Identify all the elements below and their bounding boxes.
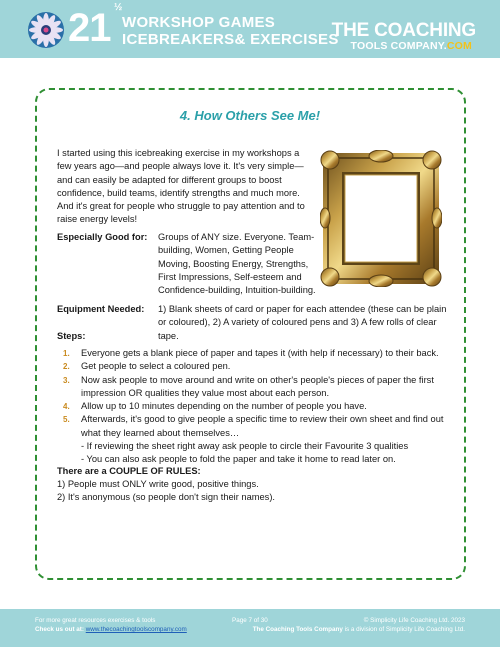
brand-name-top: THE COACHING	[331, 20, 476, 41]
step-subnote: - If reviewing the sheet right away ask people to circle their Favourite 3 qualities	[81, 441, 409, 452]
step-item	[57, 400, 449, 413]
website-link[interactable]: www.thecoachingtoolscompany.com	[85, 626, 187, 633]
footer-checkout-label: Check us out at:	[35, 626, 84, 633]
step-number: 4.	[63, 402, 70, 412]
step-number: 1.	[63, 349, 70, 358]
equipment-label: Equipment Needed:	[57, 304, 145, 314]
step-number: 5.	[63, 415, 70, 425]
footer-company-rest: is a division of Simplicity Life Coaching Ltd.	[344, 626, 465, 633]
header-fraction: ½	[114, 2, 123, 13]
step-item	[57, 413, 449, 466]
step-text: Allow up to 10 minutes depending on the number of people you have.	[81, 401, 367, 412]
step-text: Afterwards, it's good to give people a specific time to review their own sheet and find out what they learned about themselves…	[81, 414, 444, 438]
header-number: 21	[68, 6, 111, 50]
header-title-line1: WORKSHOP GAMES	[122, 14, 276, 31]
rule-item: 2) It's anonymous (so people don't sign their names).	[57, 492, 276, 503]
footer-company	[253, 626, 465, 633]
steps-list	[57, 347, 449, 467]
intro-paragraph: I started using this icebreaking exercise in my workshops a few years ago—and people always love it. It's very simple—and can easily be adapted for different groups to boost confidence, build teams, identify strengths and much more. And it's great for people who struggle to pay attention and to raise energy levels!	[57, 148, 305, 225]
step-text: Get people to select a coloured pen.	[81, 361, 231, 372]
flower-logo-icon	[26, 10, 66, 50]
step-number: 3.	[63, 375, 70, 385]
footer-band	[0, 609, 500, 647]
rule-item: 1) People must ONLY write good, positive things.	[57, 479, 259, 489]
header-band	[0, 0, 500, 58]
good-for-label: Especially Good for:	[57, 232, 148, 242]
page-number: Page 7 of 30	[232, 617, 268, 624]
footer-company-name: The Coaching Tools Company	[252, 626, 343, 633]
rules-label: There are a COUPLE OF RULES:	[57, 466, 201, 476]
brand-name-bottom: TOOLS COMPANY.COM	[350, 40, 472, 52]
steps-label: Steps:	[57, 331, 86, 341]
rules-list	[57, 478, 437, 505]
footer-copyright: © Simplicity Life Coaching Ltd. 2023	[363, 617, 465, 624]
footer-resources-text: For more great resources exercises & tools	[35, 617, 156, 624]
step-number: 2.	[63, 362, 70, 372]
brand-domain: COM	[446, 40, 472, 52]
step-text: Everyone gets a blank piece of paper and tapes it (with help if necessary) to their back.	[81, 348, 439, 358]
equipment-text: 1) Blank sheets of card or paper for each attendee (these can be plain or coloured), 2) A variety of coloured pens and 3) A few rolls of clear tape.	[158, 304, 447, 341]
footer-checkout	[35, 626, 187, 633]
gold-frame-image	[320, 150, 442, 287]
good-for-text: Groups of ANY size. Everyone. Team-building, Women, Getting People Moving, Boosting Energy, Strengths, First Impressions, Self-esteem and Confidence-building, Intuition-building.	[158, 232, 316, 296]
exercise-title: 4. How Others See Me!	[179, 108, 321, 123]
step-item	[57, 360, 449, 373]
header-title-line2: ICEBREAKERS& EXERCISES	[122, 31, 339, 48]
step-subnote: - You can also ask people to fold the paper and take it home to read later on.	[81, 454, 396, 465]
step-text: Now ask people to move around and write on other's people's pieces of paper the first impression OR qualities they value most about each person.	[81, 374, 434, 398]
step-item	[57, 374, 449, 401]
step-item	[57, 347, 449, 360]
